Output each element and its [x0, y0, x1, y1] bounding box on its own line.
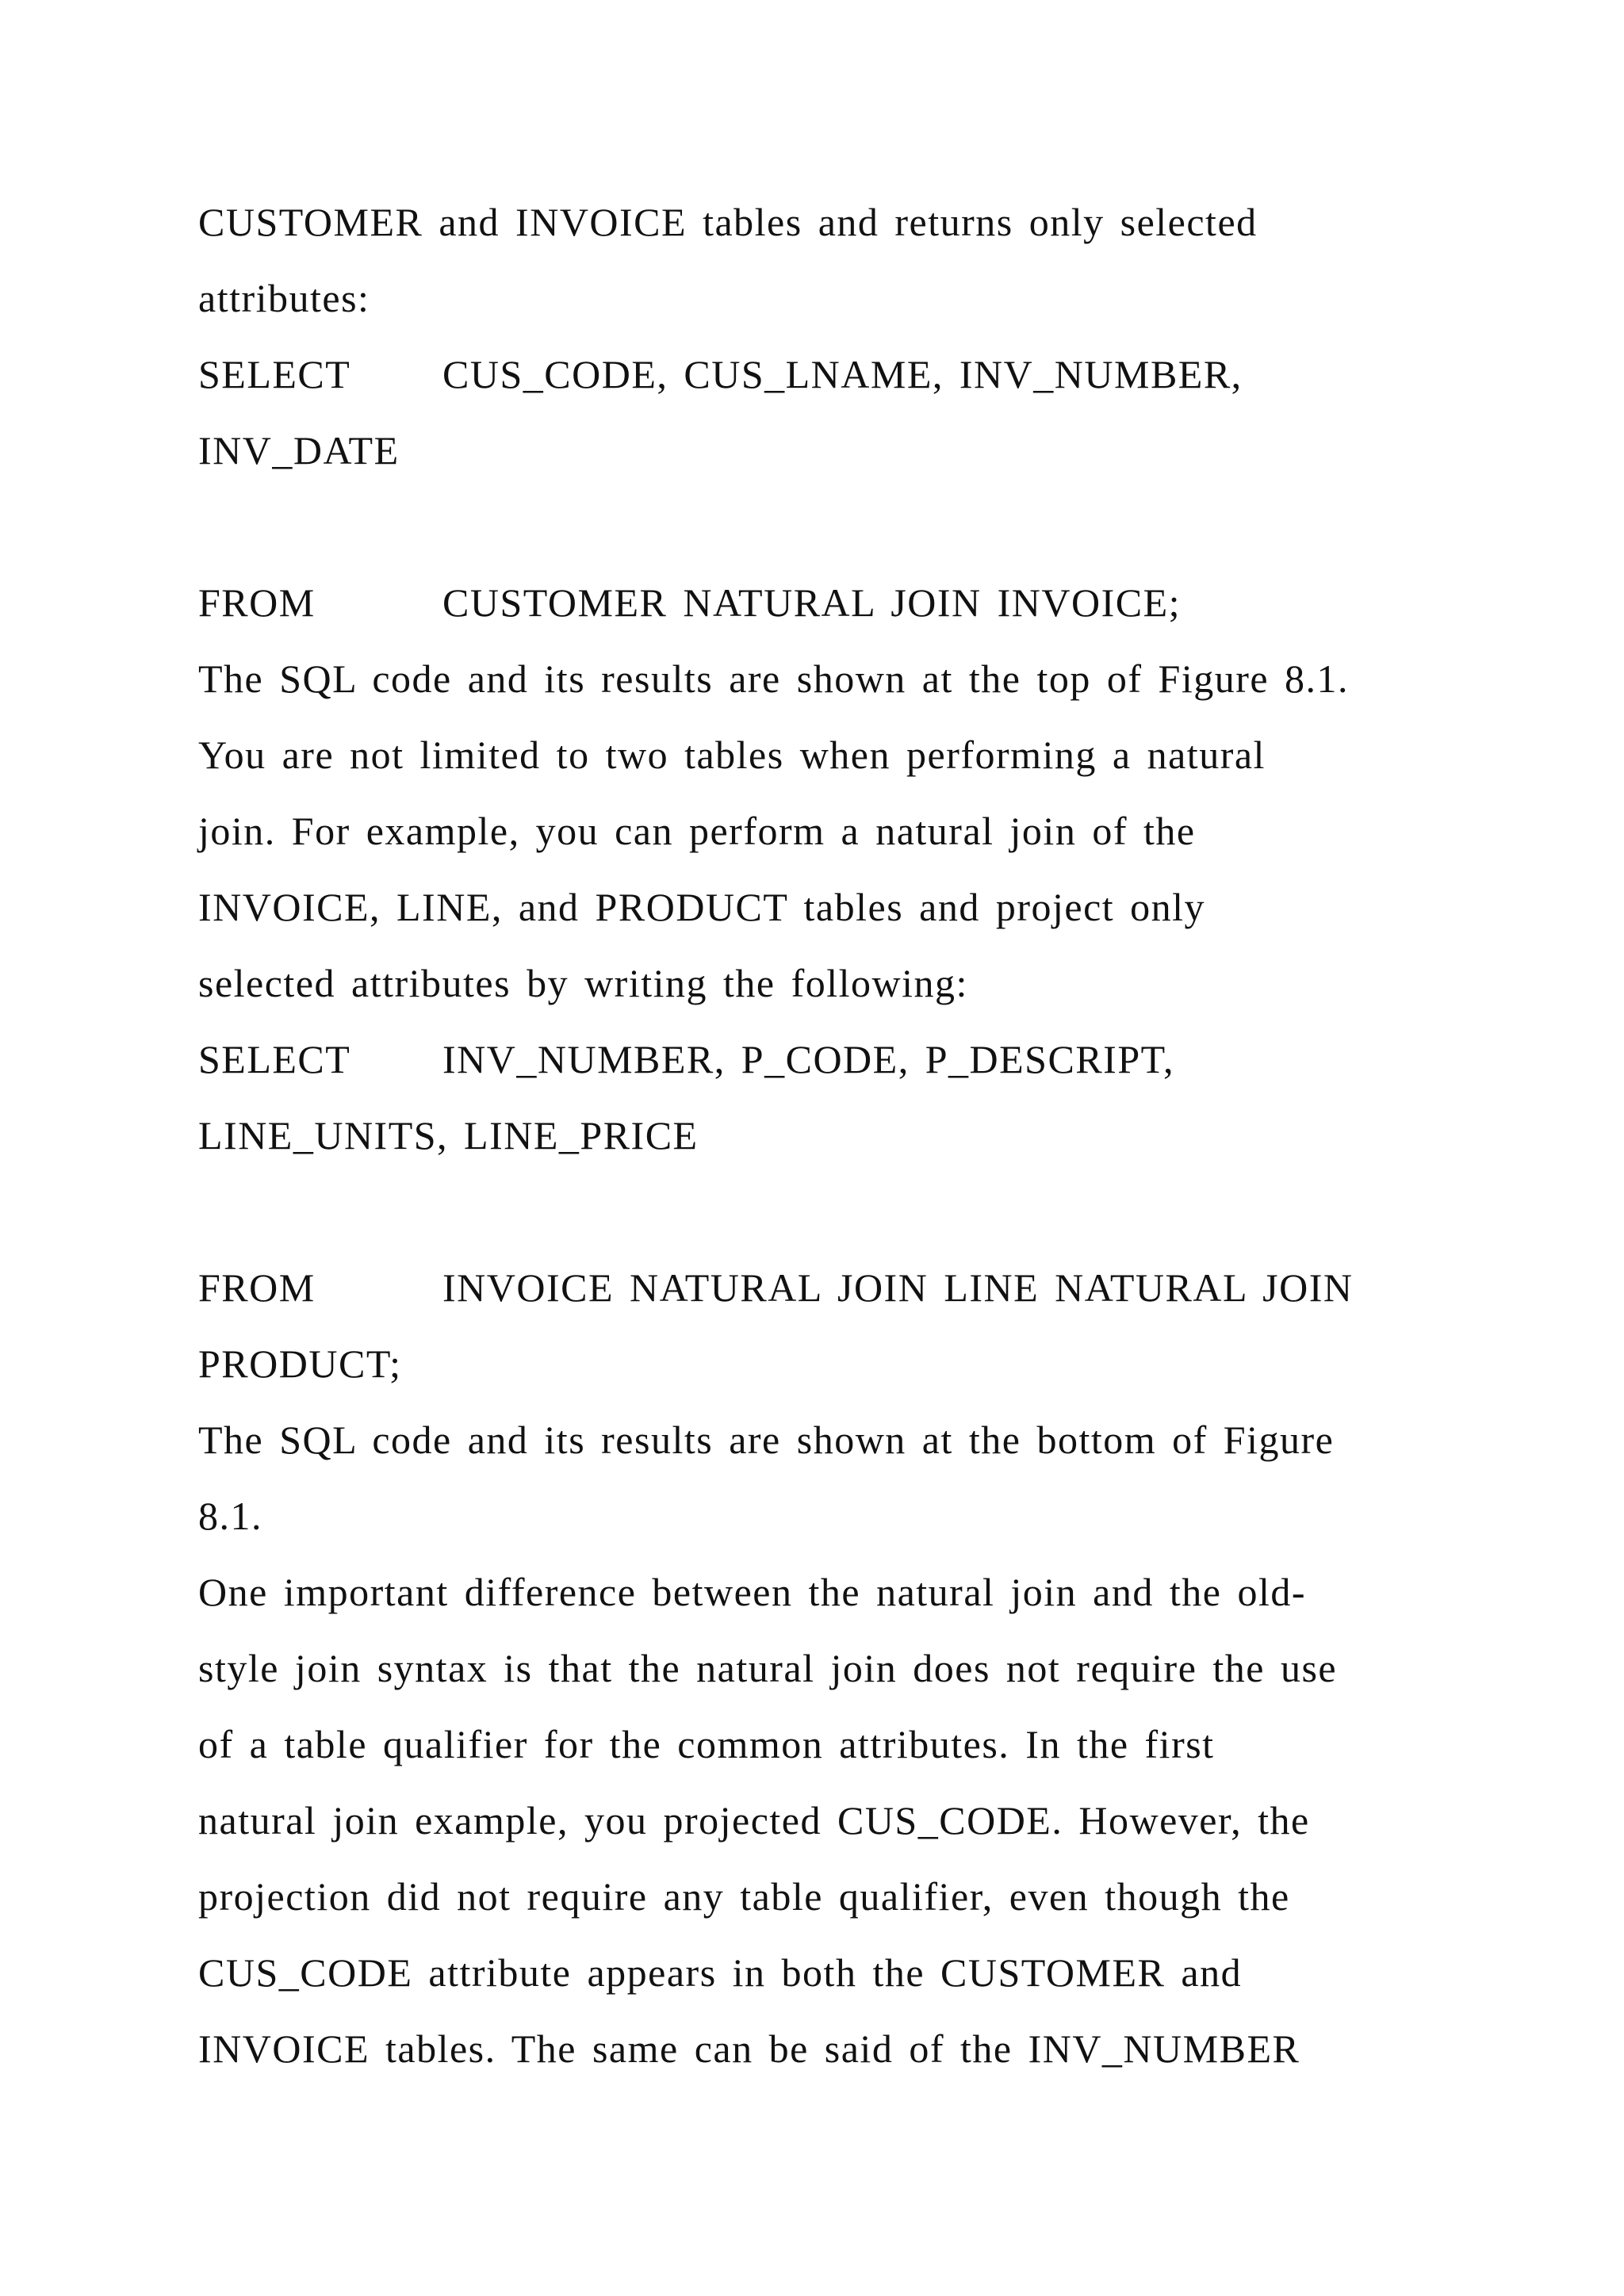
sql-from-line — [198, 1264, 1353, 1311]
text-line: The SQL code and its results are shown at the top of Figure 8.1. — [198, 656, 1350, 701]
text-line: You are not limited to two tables when performing a natural — [198, 733, 1266, 777]
text-line: INVOICE, LINE, and PRODUCT tables and project only — [198, 885, 1206, 929]
text-line: selected attributes by writing the following: — [198, 961, 968, 1005]
text-line: INV_DATE — [198, 428, 400, 473]
text-line: CUSTOMER and INVOICE tables and returns only selected — [198, 200, 1258, 244]
sql-keyword-select: SELECT — [198, 352, 351, 396]
text-line: INVOICE tables. The same can be said of the INV_NUMBER — [198, 2026, 1300, 2071]
sql-keyword-select: SELECT — [198, 1037, 351, 1081]
text-line: attributes: — [198, 276, 370, 320]
sql-from-clause: CUSTOMER NATURAL JOIN INVOICE; — [442, 580, 1182, 625]
text-line: CUS_CODE attribute appears in both the CUSTOMER and — [198, 1950, 1243, 1995]
sql-from-clause: INVOICE NATURAL JOIN LINE NATURAL JOIN — [442, 1265, 1354, 1310]
text-line: join. For example, you can perform a natural join of the — [198, 809, 1196, 853]
sql-select-columns: INV_NUMBER, P_CODE, P_DESCRIPT, — [442, 1037, 1174, 1081]
sql-select-columns: CUS_CODE, CUS_LNAME, INV_NUMBER, — [442, 352, 1243, 396]
text-line: style join syntax is that the natural join does not require the use — [198, 1646, 1338, 1690]
text-line: The SQL code and its results are shown at the bottom of Figure — [198, 1418, 1335, 1462]
text-line: of a table qualifier for the common attributes. In the first — [198, 1722, 1215, 1766]
text-line: LINE_UNITS, LINE_PRICE — [198, 1113, 699, 1158]
text-line: 8.1. — [198, 1494, 262, 1538]
sql-from-line — [198, 579, 1181, 626]
sql-keyword-from: FROM — [198, 580, 316, 625]
sql-select-line — [198, 350, 1243, 398]
text-line: projection did not require any table qualifier, even though the — [198, 1874, 1290, 1919]
text-line: natural join example, you projected CUS_CODE. However, the — [198, 1798, 1310, 1843]
text-line: PRODUCT; — [198, 1341, 402, 1386]
sql-select-line — [198, 1035, 1174, 1083]
sql-keyword-from: FROM — [198, 1265, 316, 1310]
text-line: One important difference between the natural join and the old- — [198, 1570, 1306, 1614]
